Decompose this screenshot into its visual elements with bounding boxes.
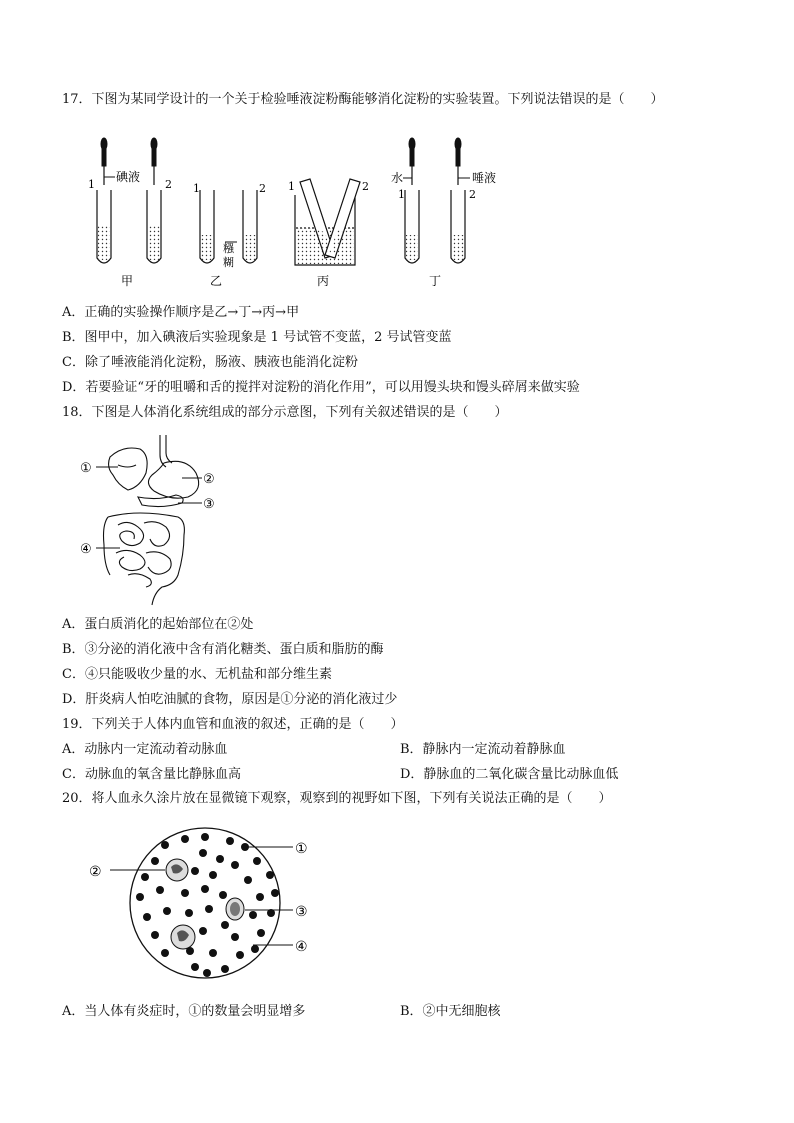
label-jia: 甲 — [121, 274, 134, 288]
tube-ding-2 — [451, 190, 465, 263]
q17-option-c: C．除了唾液能消化淀粉，肠液、胰液也能消化淀粉 — [62, 355, 358, 370]
marker-4: ④ — [80, 542, 92, 557]
label-bing-n2: 2 — [362, 180, 369, 193]
liver — [109, 448, 148, 490]
beaker-bing — [295, 179, 360, 265]
label-bing: 丙 — [317, 274, 330, 288]
label-saliva: 唾液 — [472, 171, 497, 185]
label-jia-n2: 2 — [165, 178, 172, 191]
dropper-jia-1 — [101, 138, 107, 185]
label-yi: 乙 — [210, 274, 223, 288]
q19-option-a: A．动脉内一定流动着动脉血 — [62, 742, 228, 757]
tube-ding-1 — [405, 190, 419, 263]
marker-1: ① — [295, 841, 308, 857]
dropper-jia-2 — [151, 138, 157, 185]
label-ding-n1: 1 — [398, 188, 405, 201]
label-yi-n1: 1 — [193, 182, 200, 195]
white-blood-cell-1 — [166, 859, 188, 881]
pancreas — [138, 495, 183, 507]
label-iodine: 碘液 — [116, 170, 141, 184]
q19-option-b: B．静脉内一定流动着静脉血 — [400, 742, 566, 757]
q17-experiment-figure — [85, 130, 505, 290]
marker-2: ② — [89, 864, 102, 880]
marker-2: ② — [203, 472, 215, 487]
tube-yi-2 — [243, 190, 257, 263]
tube-yi-1 — [200, 190, 214, 263]
label-ding: 丁 — [429, 274, 442, 288]
red-blood-cells — [136, 833, 279, 977]
tube-jia-1 — [97, 190, 111, 263]
label-yi-n2: 2 — [259, 182, 266, 195]
q18-option-c: C．④只能吸收少量的水、无机盐和部分维生素 — [62, 667, 332, 682]
label-water: 水 — [391, 171, 404, 185]
q18-digestive-system-figure — [78, 435, 238, 605]
label-bing-n1: 1 — [288, 180, 295, 193]
label-jia-n1: 1 — [88, 178, 95, 191]
q19-stem: 19．下列关于人体内血管和血液的叙述，正确的是（ ） — [62, 717, 404, 732]
label-ding-n2: 2 — [469, 188, 476, 201]
q20-blood-smear-figure — [85, 825, 345, 985]
q19-option-d: D．静脉血的二氧化碳含量比动脉血低 — [400, 767, 619, 782]
q18-stem: 18．下图是人体消化系统组成的部分示意图，下列有关叙述错误的是（ ） — [62, 405, 508, 420]
stomach — [148, 461, 198, 498]
marker-3: ③ — [295, 904, 308, 920]
white-blood-cell-2 — [226, 898, 244, 920]
marker-3: ③ — [203, 497, 215, 512]
q19-option-c: C．动脉血的氧含量比静脉血高 — [62, 767, 241, 782]
q20-option-b: B．②中无细胞核 — [400, 1004, 501, 1019]
marker-1: ① — [80, 461, 92, 476]
label-paste-2: 糊 — [223, 256, 234, 269]
tube-jia-2 — [147, 190, 161, 263]
q18-option-a: A．蛋白质消化的起始部位在②处 — [62, 617, 254, 632]
q17-option-d: D．若要验证“牙的咀嚼和舌的搅拌对淀粉的消化作用”，可以用馒头块和馒头碎屑来做实验 — [62, 380, 580, 395]
q18-option-b: B．③分泌的消化液中含有消化糖类、蛋白质和脂肪的酶 — [62, 642, 384, 657]
q18-option-d: D．肝炎病人怕吃油腻的食物，原因是①分泌的消化液过少 — [62, 692, 398, 707]
q17-option-b: B．图甲中，加入碘液后实验现象是 1 号试管不变蓝，2 号试管变蓝 — [62, 330, 452, 345]
q17-stem: 17．下图为某同学设计的一个关于检验唾液淀粉酶能够消化淀粉的实验装置。下列说法错误的是（ ） — [62, 92, 664, 107]
label-paste-1: 糨 — [223, 242, 234, 255]
q20-stem: 20．将人血永久涂片放在显微镜下观察，观察到的视野如下图，下列有关说法正确的是（ ） — [62, 791, 612, 806]
q20-option-a: A．当人体有炎症时，①的数量会明显增多 — [62, 1004, 306, 1019]
white-blood-cell-3 — [171, 925, 195, 949]
q17-option-a: A．正确的实验操作顺序是乙→丁→丙→甲 — [62, 305, 300, 320]
marker-4: ④ — [295, 939, 308, 955]
